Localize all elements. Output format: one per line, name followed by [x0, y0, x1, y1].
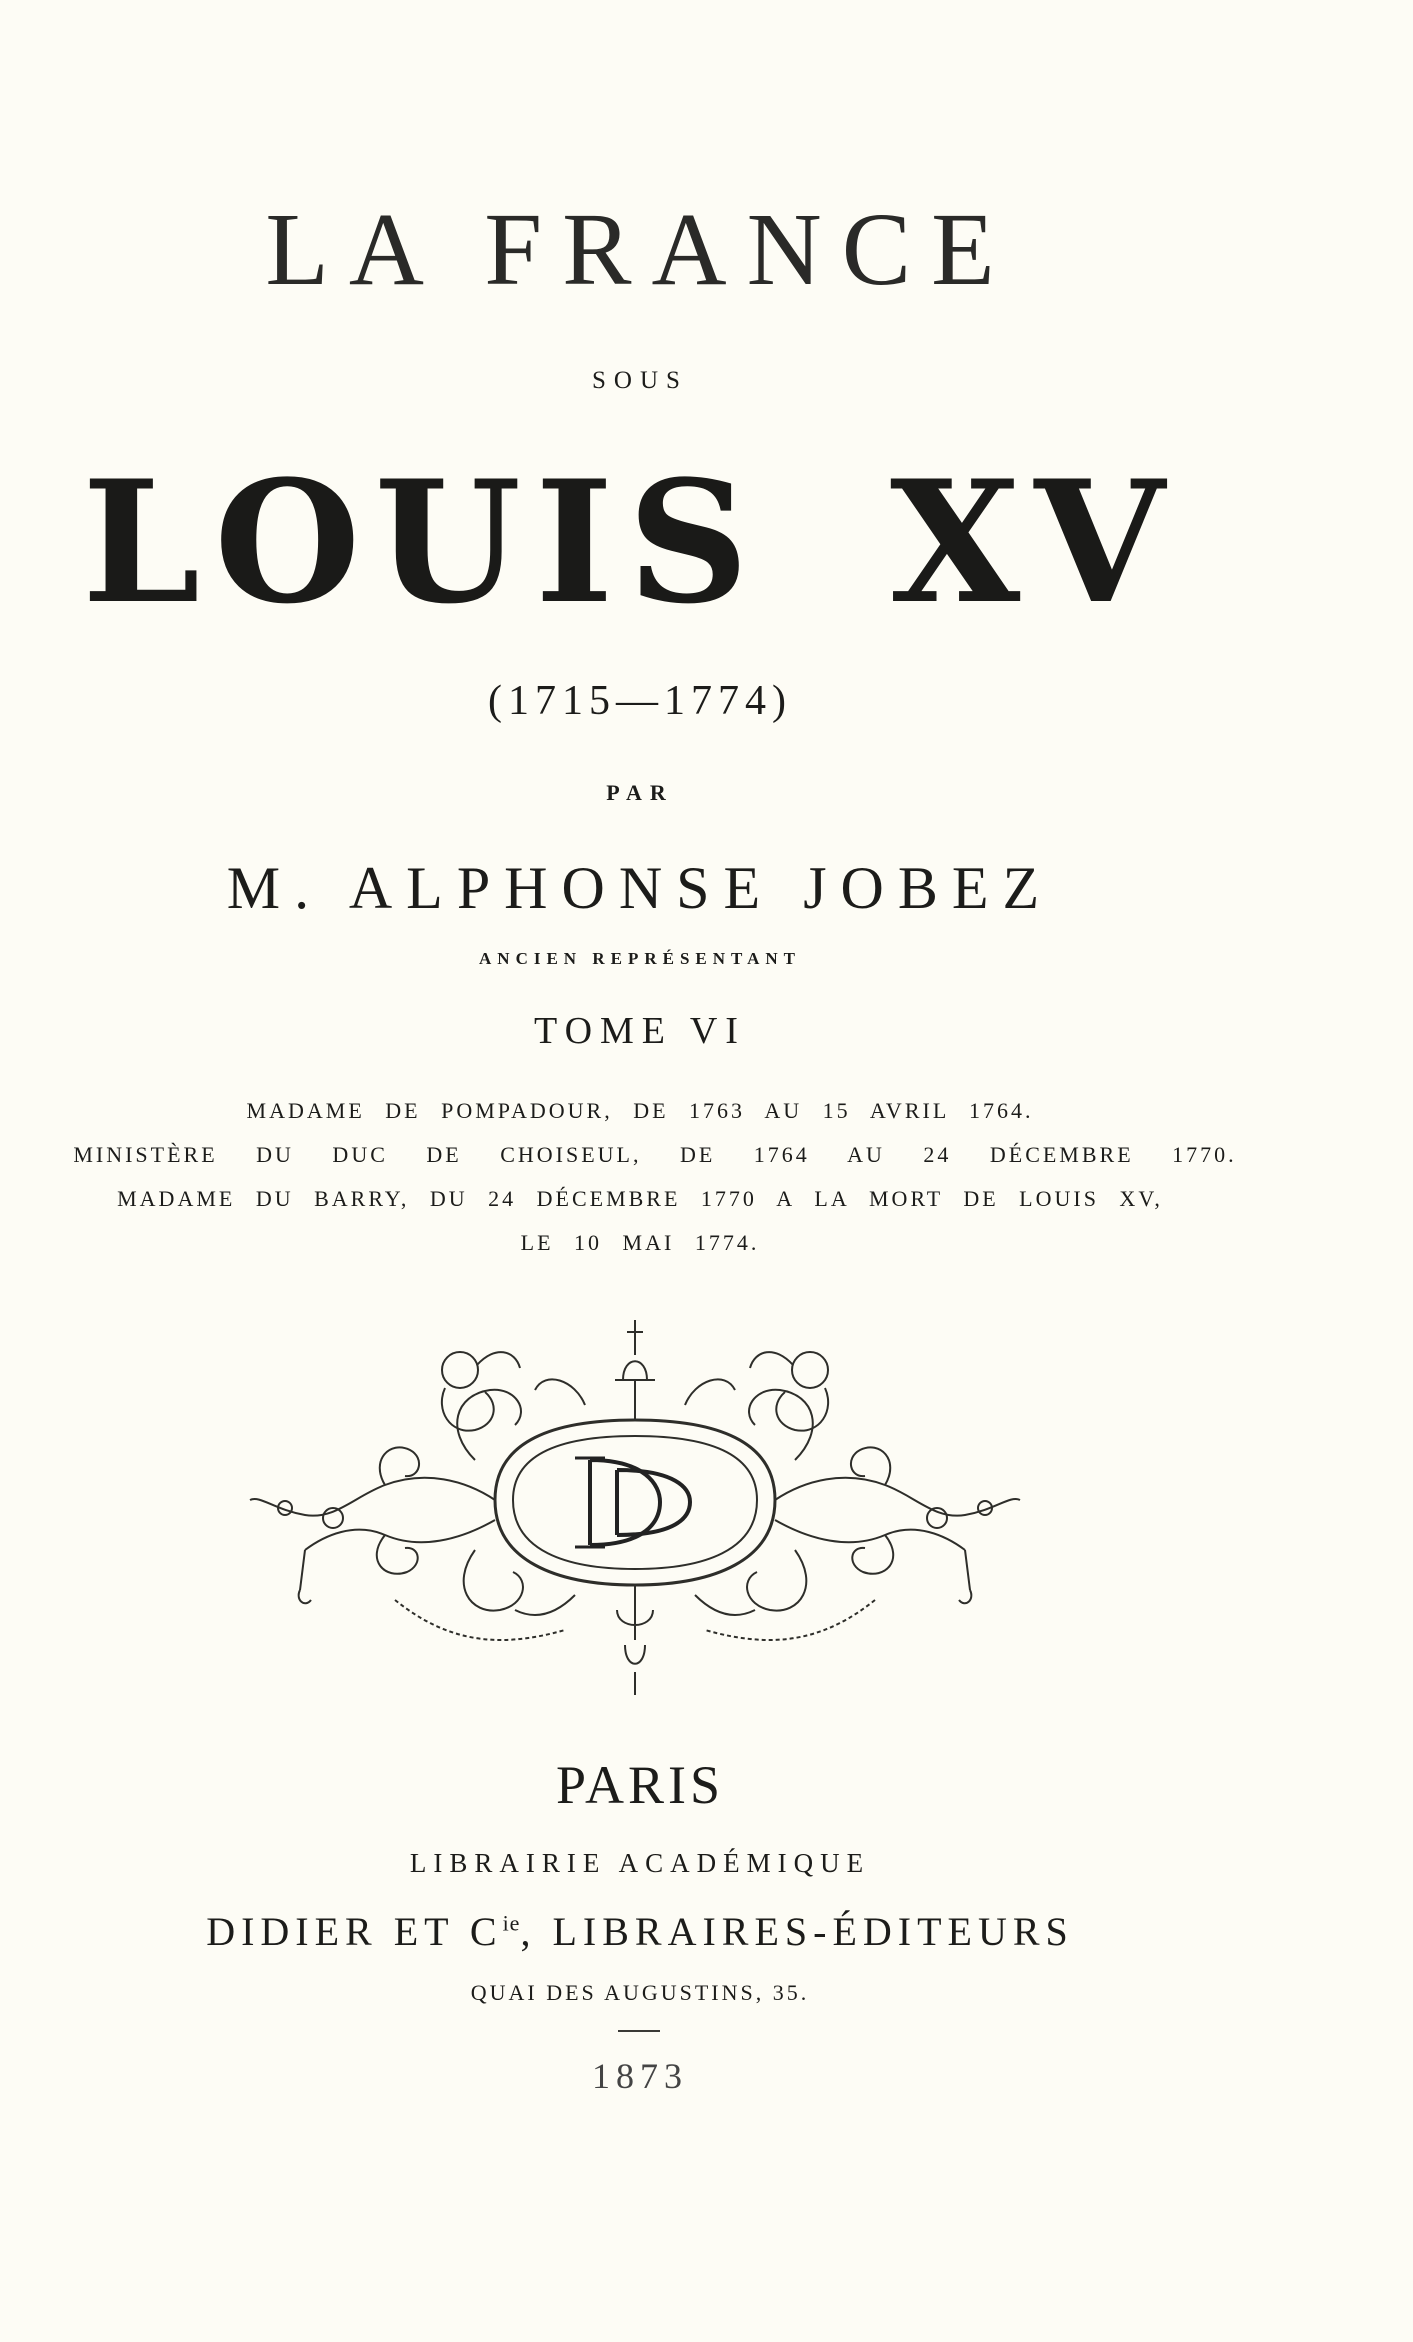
contents-line: LE 10 MAI 1774.: [520, 1230, 760, 1255]
publisher-superscript: ie: [502, 1910, 521, 1936]
imprint-city: PARIS: [555, 1755, 725, 1815]
publisher-main: DIDIER ET C: [206, 1909, 503, 1954]
imprint-publisher: [0, 1909, 1280, 1954]
volume-label: TOME VI: [534, 1010, 746, 1052]
author-name: M. ALPHONSE JOBEZ: [226, 855, 1054, 921]
by-label: PAR: [606, 780, 674, 805]
publisher-tail: , LIBRAIRES-ÉDITEURS: [520, 1909, 1074, 1954]
contents-line: MINISTÈRE DU DUC DE CHOISEUL, DE 1764 AU 24 DÉCEMBRE 1770.: [73, 1142, 1237, 1167]
title-line-1: LA FRANCE: [265, 192, 1015, 307]
contents-line: MADAME DU BARRY, DU 24 DÉCEMBRE 1770 A LA MORT DE LOUIS XV,: [117, 1186, 1163, 1211]
divider: [618, 2030, 660, 2032]
title-xv: XV: [890, 443, 1179, 641]
imprint-year: 1873: [592, 2056, 688, 2096]
reign-dates: (1715—1774): [488, 678, 792, 724]
author-title: ANCIEN REPRÉSENTANT: [479, 949, 801, 968]
title-louis: LOUIS: [82, 443, 763, 641]
title-line-2: SOUS: [592, 367, 688, 394]
contents-line: MADAME DE POMPADOUR, DE 1763 AU 15 AVRIL 1764.: [246, 1098, 1034, 1123]
imprint-address: QUAI DES AUGUSTINS, 35.: [470, 1980, 810, 2005]
ornamental-vignette-icon: [245, 1310, 1025, 1700]
imprint-bookshop: LIBRAIRIE ACADÉMIQUE: [409, 1848, 871, 1878]
